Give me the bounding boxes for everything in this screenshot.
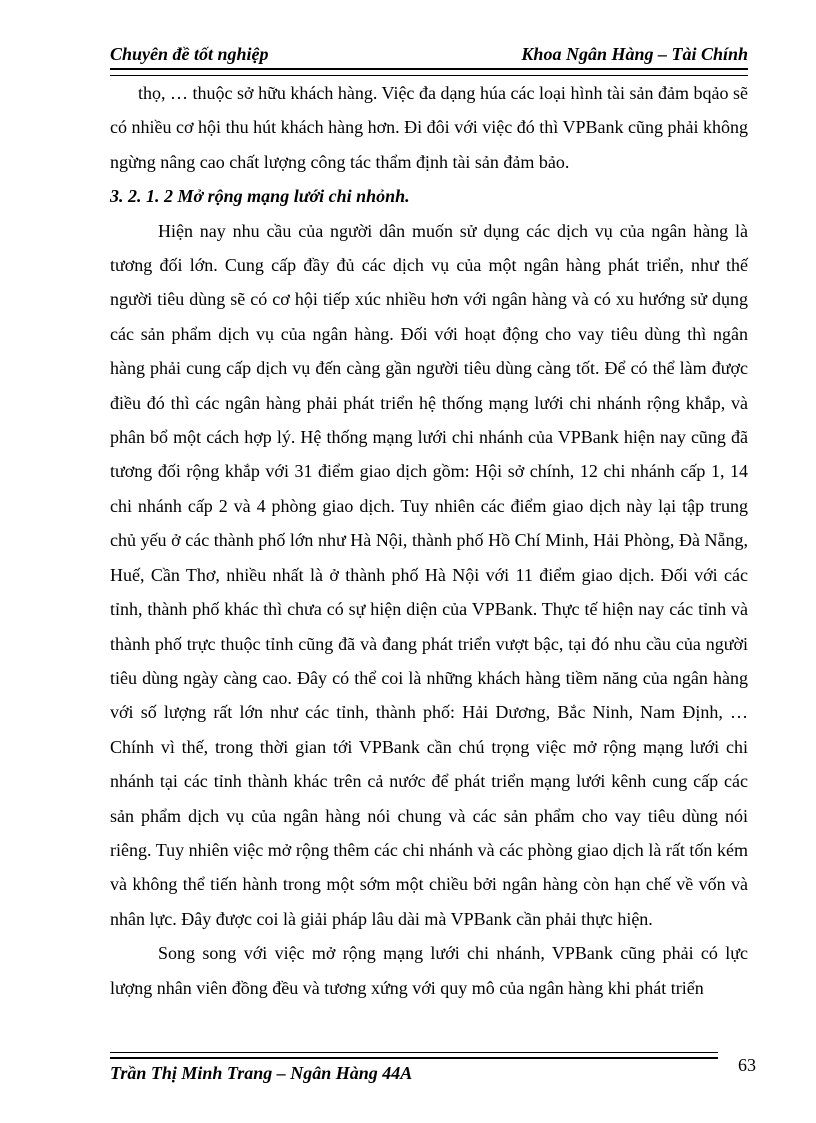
section-heading: 3. 2. 1. 2 Mở rộng mạng lưới chi nhỏnh. [110,186,410,207]
paragraph-staff: Song song với việc mở rộng mạng lưới chi nhánh, VPBank cũng phải có lực lượng nhân viên đồng đều và tương xứng với quy mô của ngân hàng khi phát triển [110,943,748,998]
paragraph-continuation: thọ, … thuộc sở hữu khách hàng. Việc đa dạng húa các loại hình tài sản đảm bqảo sẽ có nhiều cơ hội thu hút khách hàng hơn. Đi đôi với việc đó thì VPBank cũng phải không ngừng nâng cao chất lượng công tác thẩm định tài sản đảm bảo. [110,83,748,172]
footer-divider [110,1052,718,1059]
footer-author: Trần Thị Minh Trang – Ngân Hàng 44A [110,1063,413,1083]
document-body [110,76,748,1005]
header-document-type: Chuyên đề tốt nghiệp [110,44,269,64]
paragraph-branch-network: Hiện nay nhu cầu của người dân muốn sử dụng các dịch vụ của ngân hàng là tương đối lớn. Cung cấp đầy đủ các dịch vụ của một ngân hàng phát triển, như thế người tiêu dùng sẽ có cơ hội tiếp xúc nhiều hơn với ngân hàng và có xu hướng sử dụng các sản phẩm dịch vụ của ngân hàng. Đối với hoạt động cho vay tiêu dùng thì ngân hàng phải cung cấp dịch vụ đến càng gần người tiêu dùng càng tốt. Để có thể làm được điều đó thì các ngân hàng phải phát triển hệ thống mạng lưới chi nhánh rộng khắp, và phân bổ một cách hợp lý. Hệ thống mạng lưới chi nhánh của VPBank hiện nay cũng đã tương đối rộng khắp với 31 điểm giao dịch gồm: Hội sở chính, 12 chi nhánh cấp 1, 14 chi nhánh cấp 2 và 4 phòng giao dịch. Tuy nhiên các điểm giao dịch này lại tập trung chủ yếu ở các thành phố lớn như Hà Nội, thành phố Hồ Chí Minh, Hải Phòng, Đà Nẵng, Huế, Cần Thơ, nhiều nhất là ở thành phố Hà Nội với 11 điểm giao dịch. Đối với các tỉnh, thành phố khác thì chưa có sự hiện diện của VPBank. Thực tế hiện nay các tỉnh và thành phố trực thuộc tỉnh cũng đã và đang phát triển vượt bậc, tại đó nhu cầu của người tiêu dùng ngày càng cao. Đây có thể coi là những khách hàng tiềm năng của ngân hàng với số lượng rất lớn như các tỉnh, thành phố: Hải Dương, Bắc Ninh, Nam Định, … Chính vì thế, trong thời gian tới VPBank cần chú trọng việc mở rộng mạng lưới chi nhánh tại các tỉnh thành khác trên cả nước để phát triển mạng lưới kênh cung cấp các sản phẩm dịch vụ của ngân hàng nói chung và các sản phẩm cho vay tiêu dùng nói riêng. Tuy nhiên việc mở rộng thêm các chi nhánh và các phòng giao dịch là rất tốn kém và không thể tiến hành trong một sớm một chiều bởi ngân hàng còn hạn chế về vốn và nhân lực. Đây được coi là giải pháp lâu dài mà VPBank cần phải thực hiện. [110,220,748,929]
page-number: 63 [738,1055,756,1075]
page-header [110,44,748,70]
header-divider [110,68,748,76]
header-faculty: Khoa Ngân Hàng – Tài Chính [521,44,748,64]
